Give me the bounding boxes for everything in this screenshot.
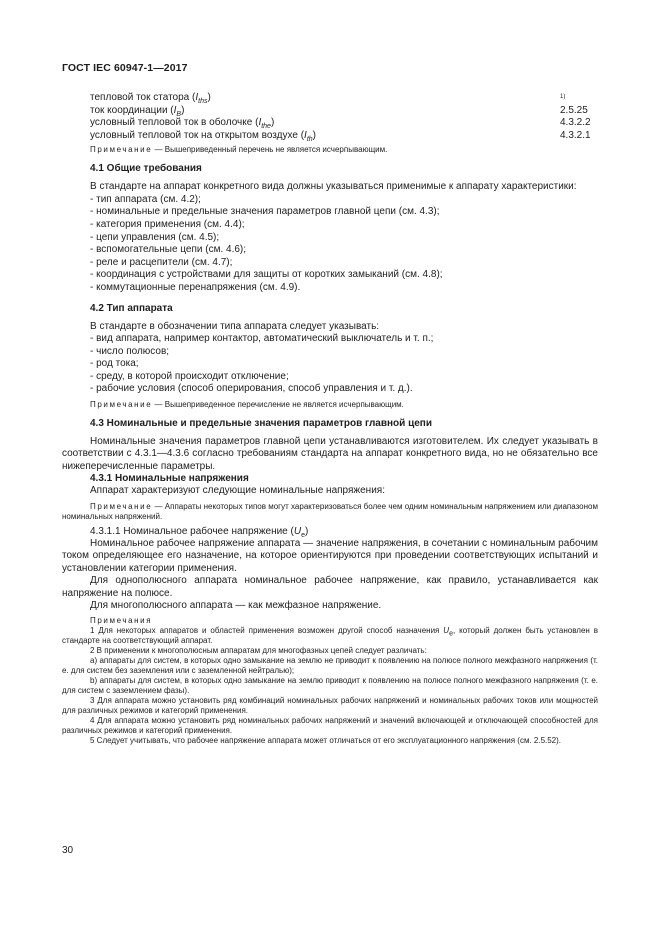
section-4-1-title: 4.1 Общие требования <box>90 163 202 175</box>
section-4-2-list <box>62 333 598 396</box>
note-4: 4 Для аппарата можно установить ряд номинальных рабочих напряжений и значений включающей и отключающей способностей для различных режимов и категорий применения. <box>62 716 598 736</box>
reference-row <box>62 92 598 105</box>
reference-list <box>62 92 598 142</box>
section-4-3-1-text: Аппарат характеризуют следующие номинальные напряжения: <box>90 485 385 497</box>
reference-term: условный тепловой ток на открытом воздухе $(I_{th})$ <box>90 129 317 143</box>
list-item: - коммутационные перенапряжения (см. 4.9). <box>90 282 598 295</box>
reference-term: условный тепловой ток в оболочке $(I_{the})$ <box>90 117 275 131</box>
list-item: - реле и расцепители (см. 4.7); <box>90 257 598 270</box>
page-number: 30 <box>62 845 74 856</box>
list-item: - категория применения (см. 4.4); <box>90 219 598 232</box>
section-4-3-1-1-p2: Для однополюсного аппарата номинальное рабочее напряжение, как правило, устанавливается как напряжение на полюсе. <box>62 575 598 599</box>
section-4-2-title: 4.2 Тип аппарата <box>90 302 173 314</box>
list-item: - номинальные и предельные значения параметров главной цепи (см. 4.3); <box>90 206 598 219</box>
section-4-3-1-1-title: 4.3.1.1 Номинальное рабочее напряжение $(U_e)$ <box>90 525 309 539</box>
reference-row <box>62 117 598 130</box>
reference-term: ток координации $(I_B)$ <box>90 104 185 118</box>
list-item: - вспомогательные цепи (см. 4.6); <box>90 244 598 257</box>
note-3: 3 Для аппарата можно установить ряд комбинаций номинальных рабочих напряжений и номинальных рабочих токов или мощностей для различных режимов и категорий применения. <box>62 696 598 716</box>
section-4-3-1-title: 4.3.1 Номинальные напряжения <box>90 473 249 485</box>
reference-row <box>62 105 598 118</box>
section-4-1-list <box>62 194 598 295</box>
reference-clause: 4.3.2.2 <box>560 117 591 129</box>
reference-clause: 4.3.2.1 <box>560 129 591 141</box>
section-4-3-title: 4.3 Номинальные и предельные значения параметров главной цепи <box>90 417 432 429</box>
list-item: - среду, в которой происходит отключение; <box>90 371 598 384</box>
list-item: - число полюсов; <box>90 346 598 359</box>
list-item: - рабочие условия (способ оперирования, способ управления и т. д.). <box>90 383 598 396</box>
section-4-1-intro: В стандарте на аппарат конкретного вида должны указываться применимые к аппарату характеристики: <box>90 181 577 193</box>
section-4-2-intro: В стандарте в обозначении типа аппарата следует указывать: <box>90 320 380 332</box>
note-2a: a) аппараты для систем, в которых одно замыкание на землю не приводит к появлению на полюсе полного межфазного напряжения (т. е. для систем без заземления или с заземленной нейтралью); <box>62 656 598 676</box>
section-4-2-note: Примечание — Вышеприведенное перечисление не является исчерпывающим. <box>90 399 404 409</box>
list-item: - тип аппарата (см. 4.2); <box>90 194 598 207</box>
page-content <box>62 92 598 746</box>
reference-row <box>62 130 598 143</box>
note-1: 1 Для некоторых аппаратов и областей применения возможен другой способ назначения Ue, который должен быть установлен в стандарте на соответствующий аппарат. <box>62 626 598 646</box>
list-item: - род тока; <box>90 358 598 371</box>
notes-label: Примечания <box>90 616 153 626</box>
section-4-3-1-1-p3: Для многополюсного аппарата — как межфазное напряжение. <box>90 599 382 611</box>
note-2: 2 В применении к многополюсным аппаратам для многофазных цепей следует различать: <box>90 646 427 656</box>
reference-term: тепловой ток статора $(I_{ths})$ <box>90 92 211 105</box>
reference-clause: 2.5.25 <box>560 104 588 116</box>
note-list-incomplete: Примечание — Вышеприведенный перечень не является исчерпывающим. <box>90 145 388 155</box>
section-4-3-1-note: Примечание — Аппараты некоторых типов могут характеризоваться более чем одним номинальным напряжением или диапазоном номинальных напряжений. <box>62 501 598 521</box>
list-item: - цепи управления (см. 4.5); <box>90 232 598 245</box>
list-item: - координация с устройствами для защиты от коротких замыканий (см. 4.8); <box>90 269 598 282</box>
note-2b: b) аппараты для систем, в которых одно замыкание на землю приводит к появлению на полюсе полного межфазного напряжения (т. е. для систем с заземлением фазы). <box>62 676 598 696</box>
list-item: - вид аппарата, например контактор, автоматический выключатель и т. п.; <box>90 333 598 346</box>
reference-clause: 1) <box>560 94 566 100</box>
section-4-3-p1: Номинальные значения параметров главной цепи устанавливаются изготовителем. Их следует указывать в соответствии с 4.3.1—4.3.6 согласно требованиям стандарта на аппарат конкретного вида, но не обязательно все нижеперечисленные параметры. <box>62 435 598 472</box>
section-4-3-1-1-p1: Номинальное рабочее напряжение аппарата — значение напряжения, в сочетании с номинальным рабочим током определяющее его назначение, на которое ориентируются при проведении соответствующих испытаний и установлении категории применения. <box>62 537 598 574</box>
note-5: 5 Следует учитывать, что рабочее напряжение аппарата может отличаться от его эксплуатационного напряжения (см. 2.5.52). <box>90 736 562 746</box>
page-header: ГОСТ IEC 60947-1—2017 <box>62 62 188 74</box>
